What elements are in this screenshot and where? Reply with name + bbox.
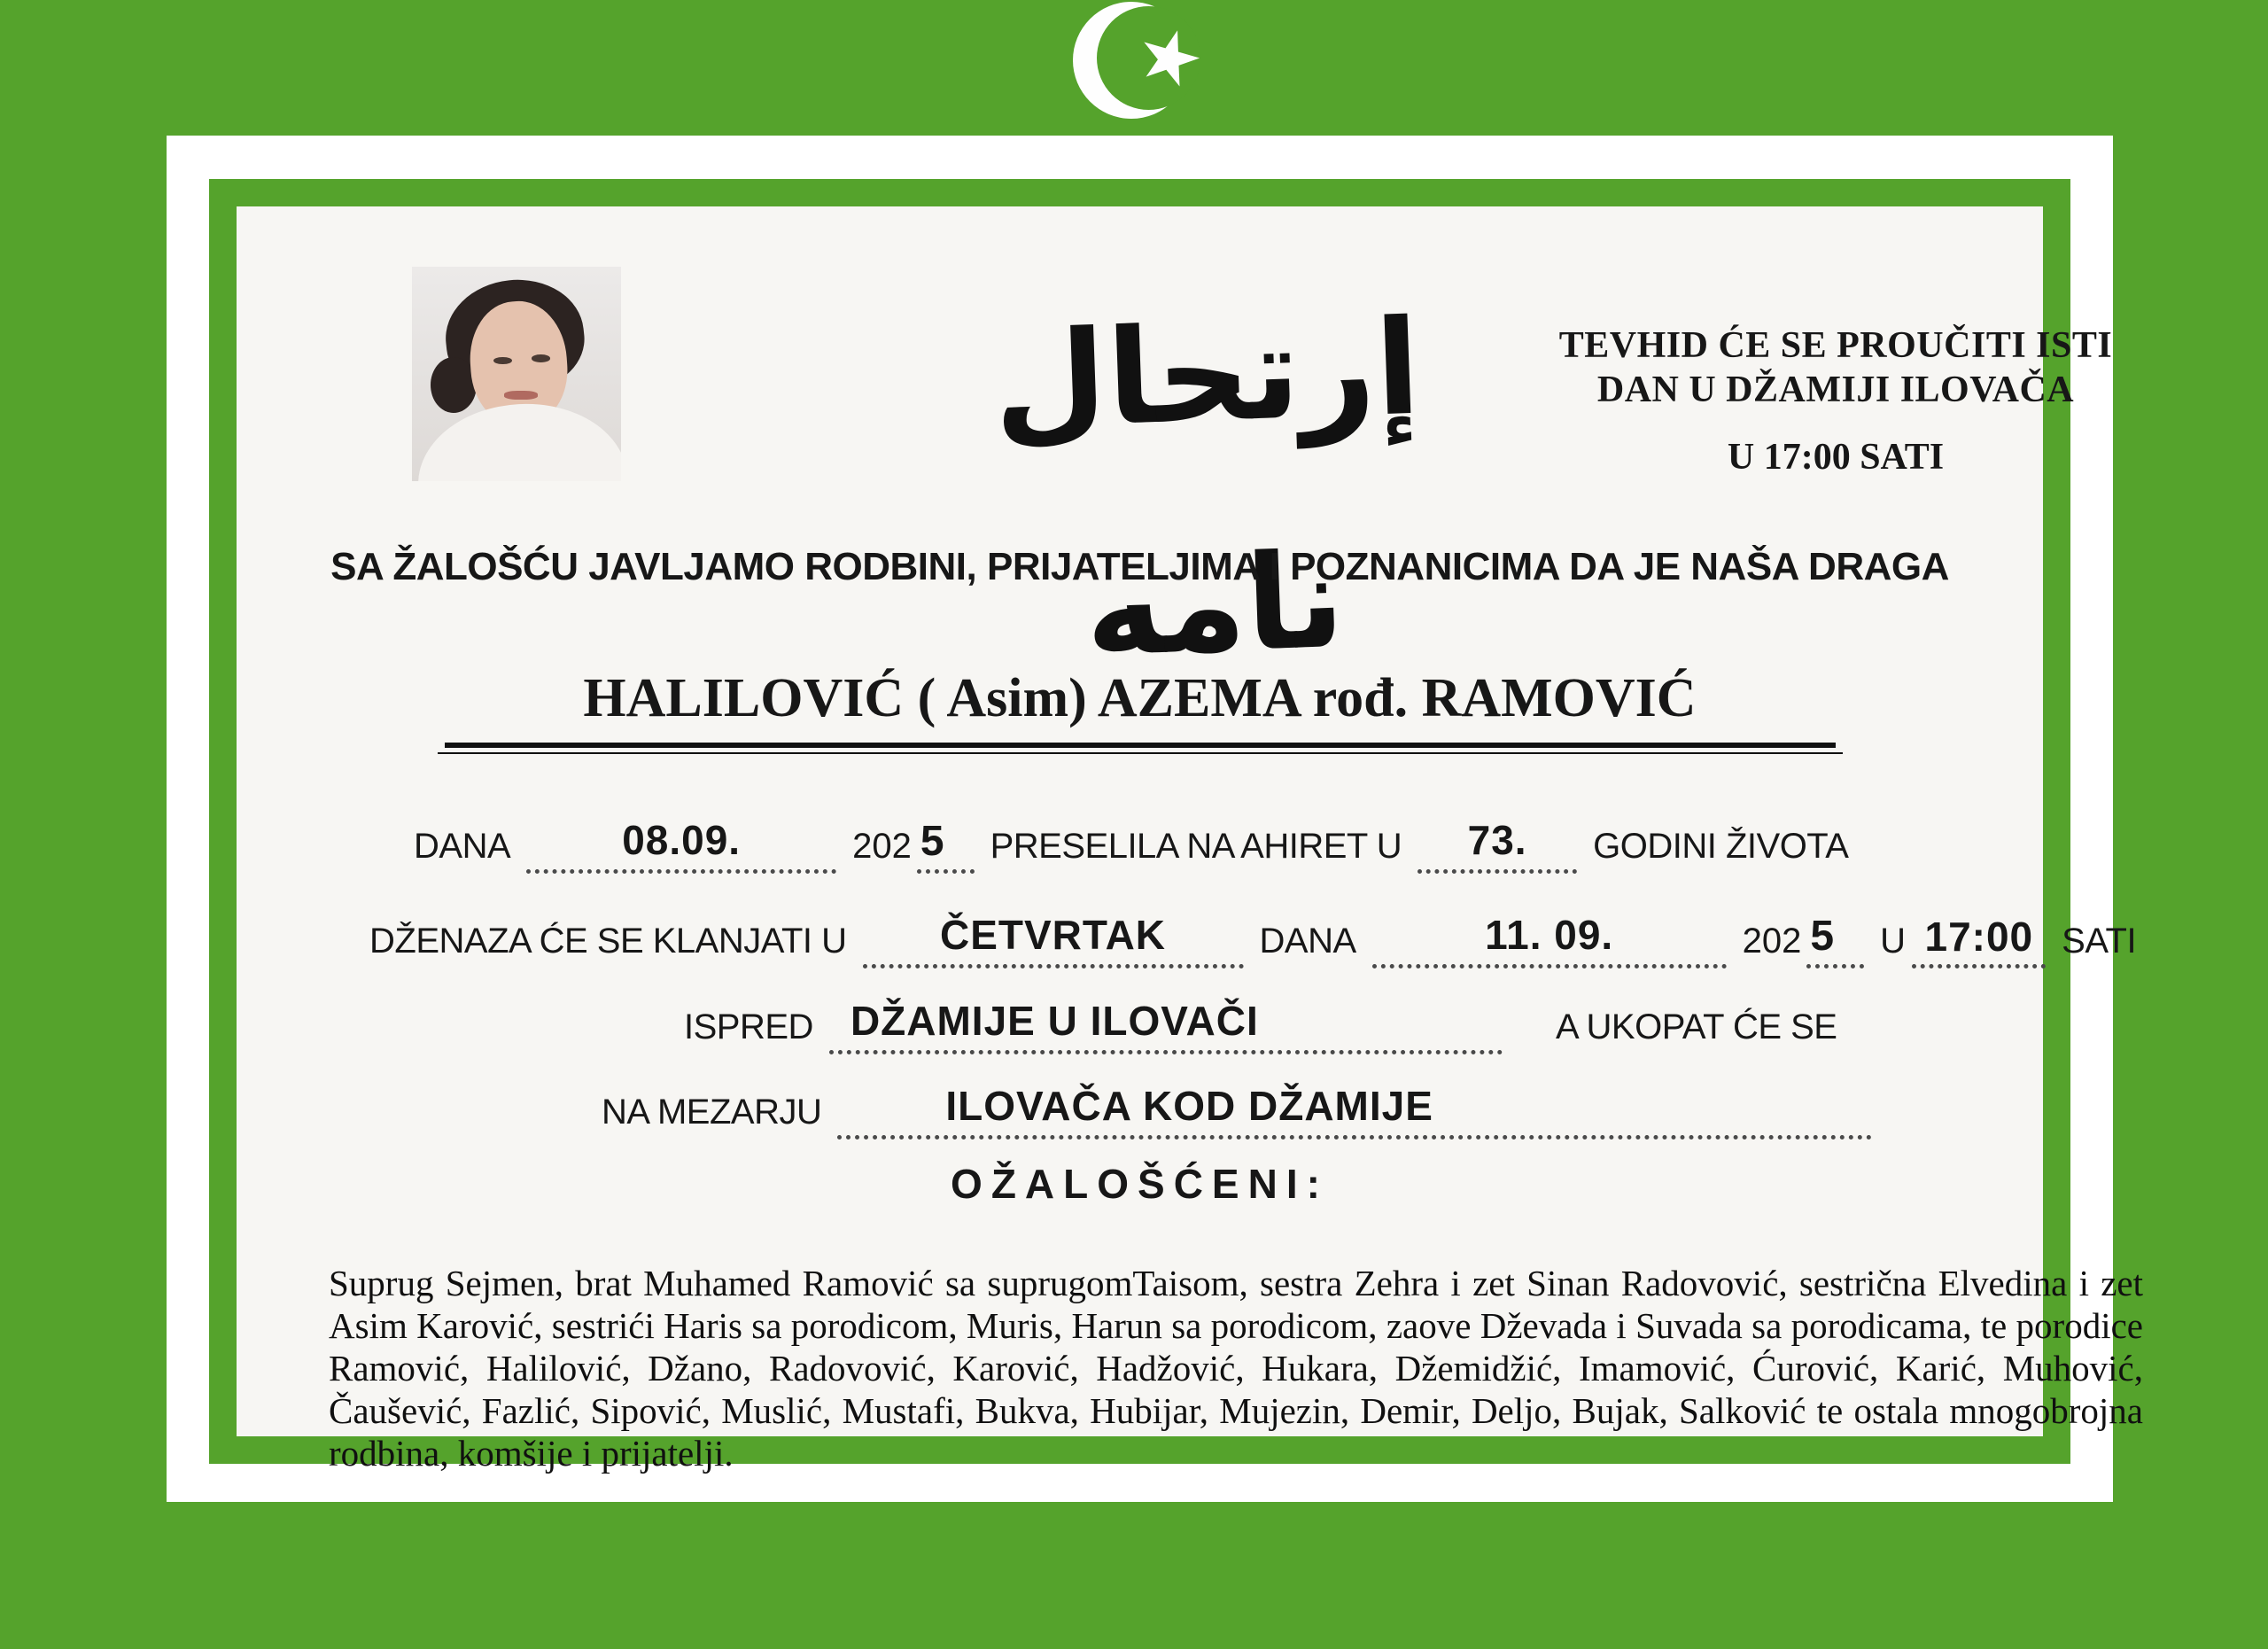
- u-label: U: [1880, 922, 1906, 961]
- funeral-place-value: DŽAMIJE U ILOVAČI: [829, 997, 1503, 1054]
- arabic-calligraphy-title: إرتحال نامه: [990, 291, 1423, 686]
- announcement-line: SA ŽALOŠĆU JAVLJAMO RODBINI, PRIJATELJIMA I POZNANICIMA DA JE NAŠA DRAGA: [330, 545, 1949, 588]
- year-prefix: 202: [852, 827, 912, 866]
- age-value: 73.: [1418, 816, 1577, 874]
- photo-eye-left-shape: [493, 357, 512, 364]
- notice-card: [167, 136, 2143, 1502]
- deceased-name-wrap: [237, 667, 2043, 748]
- cemetery-value: ILOVAČA KOD DŽAMIJE: [837, 1082, 1872, 1140]
- na-mezarju-label: NA MEZARJU: [602, 1093, 822, 1132]
- death-date-value: 08.09.: [526, 816, 836, 874]
- notice-card-inner: [209, 179, 2143, 1474]
- death-date-row: [414, 816, 1848, 874]
- tevhid-block: [1481, 323, 2190, 478]
- funeral-date-value: 11. 09.: [1372, 911, 1727, 968]
- mourners-paragraph: Suprug Sejmen, brat Muhamed Ramović sa suprugomTaisom, sestra Zehra i zet Sinan Radovović, sestrična Elvedina i zet Asim Karović, sestrići Haris sa porodicom, Muris, Harun sa porodicom, zaove Dževada i Suvada sa porodicama, te porodice Ramović, Halilović, Džano, Radovović, Karović, Hadžović, Hukara, Džemidžić, Imamović, Ćurović, Karić, Muhović, Čaušević, Fazlić, Sipović, Muslić, Mustafi, Bukva, Hubijar, Mujezin, Demir, Deljo, Bujak, Salković te ostala mnogobrojna rodbina, komšije i prijatelji.: [329, 1263, 2143, 1474]
- mezarje-row: [602, 1082, 1872, 1140]
- dzenaza-row: [369, 911, 2136, 968]
- deceased-photo: [412, 267, 621, 481]
- tevhid-line-1: TEVHID ĆE SE PROUČITI ISTI: [1558, 325, 2113, 366]
- sati-label: SATI: [2062, 922, 2137, 961]
- year-prefix-2: 202: [1742, 922, 1802, 961]
- ispred-row: [684, 997, 1837, 1054]
- photo-eye-right-shape: [532, 354, 550, 362]
- ispred-label: ISPRED: [684, 1007, 813, 1046]
- ukopat-label: A UKOPAT ĆE SE: [1555, 1007, 1837, 1046]
- deceased-name: HALILOVIĆ ( Asim) AZEMA rođ. RAMOVIĆ: [445, 667, 1836, 748]
- photo-mouth-shape: [504, 391, 538, 400]
- tevhid-time: U 17:00 SATI: [1727, 436, 1945, 478]
- year-written-value-2: 5: [1806, 912, 1864, 968]
- funeral-day-value: ČETVRTAK: [863, 911, 1244, 968]
- mourners-heading: OŽALOŠĆENI:: [951, 1161, 1329, 1207]
- dzenaza-label: DŽENAZA ĆE SE KLANJATI U: [369, 922, 847, 961]
- year-written-value: 5: [917, 817, 975, 874]
- godini-zivota-label: GODINI ŽIVOTA: [1593, 827, 1849, 866]
- dana-label-2: DANA: [1259, 922, 1356, 961]
- dana-label: DANA: [414, 827, 511, 866]
- preselila-label: PRESELILA NA AHIRET U: [990, 827, 1402, 866]
- funeral-time-value: 17:00: [1912, 913, 2046, 968]
- tevhid-line-2: DAN U DŽAMIJI ILOVAČA: [1596, 369, 2075, 411]
